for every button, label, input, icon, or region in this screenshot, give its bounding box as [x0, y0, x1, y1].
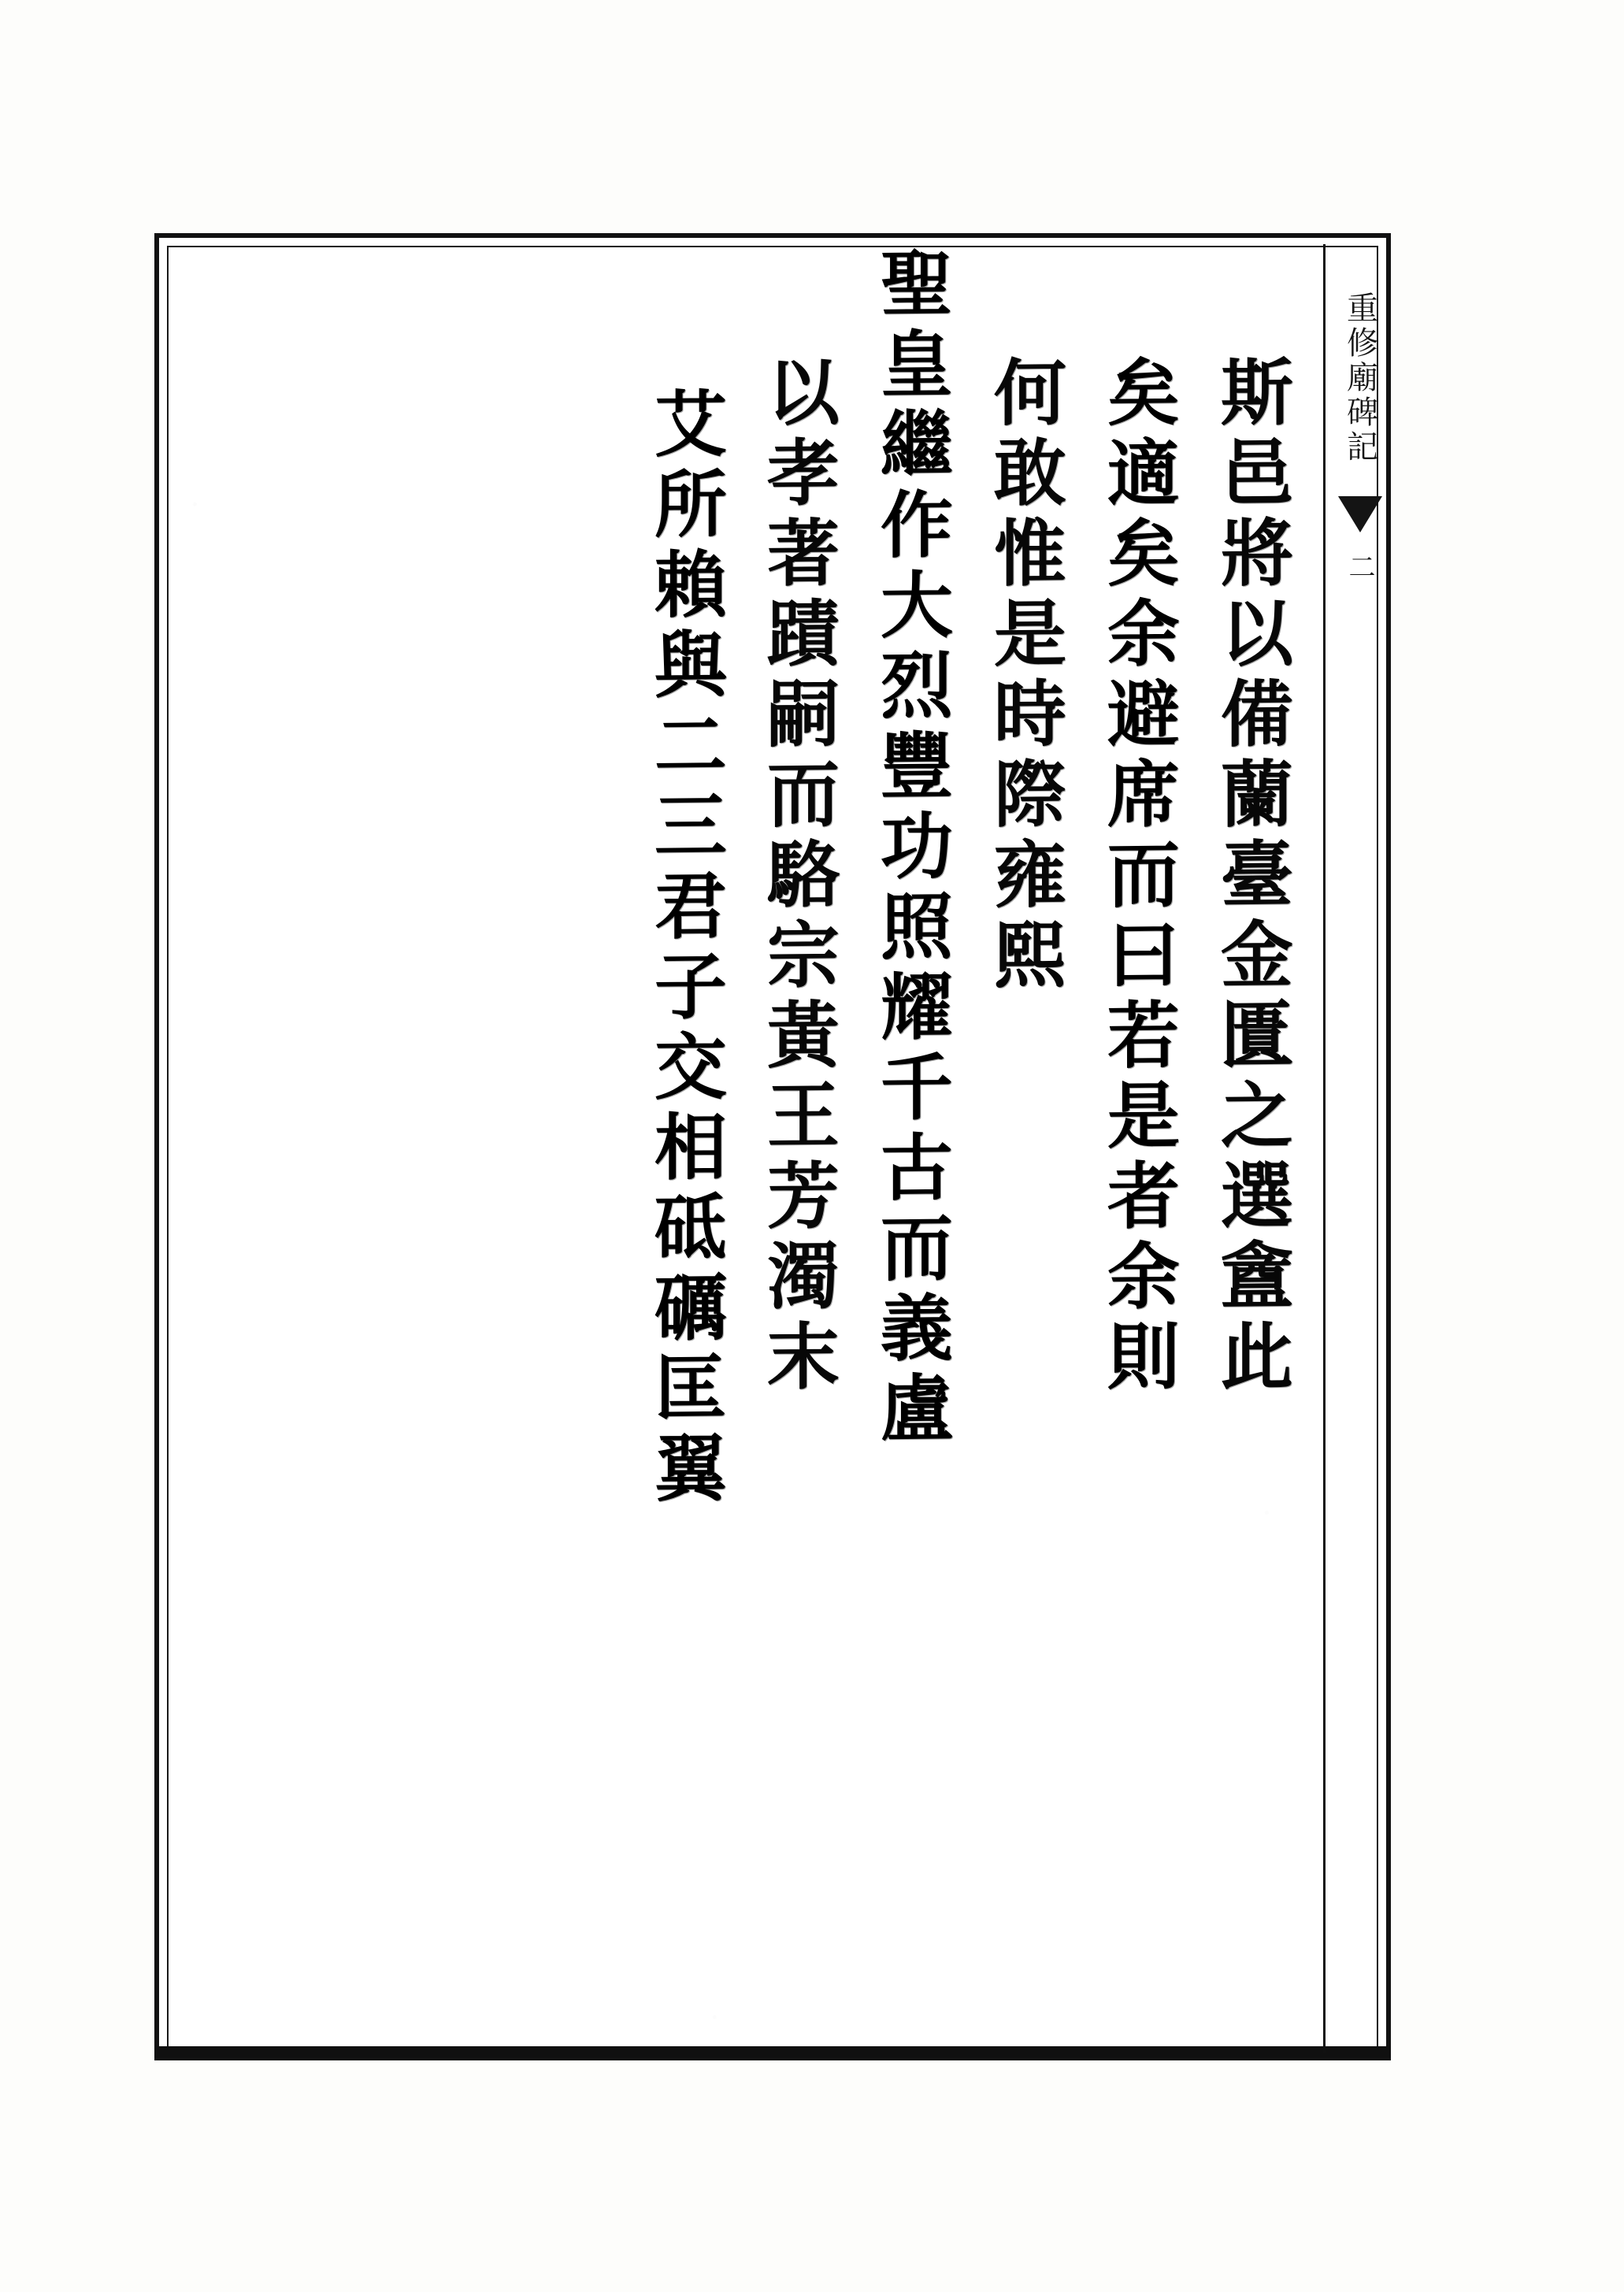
text-column-6: 艾所賴與二三君子交相砥礪匡翼	[642, 385, 728, 1511]
text-column-1: 斯邑將以備蘭臺金匱之選盦此	[1209, 354, 1294, 1400]
fish-tail-icon	[1338, 496, 1382, 532]
text-column-5: 以孝著蹟嗣而駱宗黃王芳濁末	[755, 354, 841, 1400]
text-column-3: 何敢惟是時際雍熙	[982, 354, 1068, 998]
center-fold-column	[1323, 244, 1394, 2053]
text-column-2: 矣適矣余避席而曰若是者余則	[1096, 354, 1181, 1400]
frame-band-bottom	[154, 2046, 1391, 2057]
leaf-number-label: 二	[1344, 553, 1375, 581]
main-text-block	[181, 245, 1307, 2024]
text-column-4: 聖皇繼作大烈豐功照耀千古而義盧	[869, 245, 955, 1452]
center-column-header: 重修廟碑記	[1341, 291, 1378, 465]
